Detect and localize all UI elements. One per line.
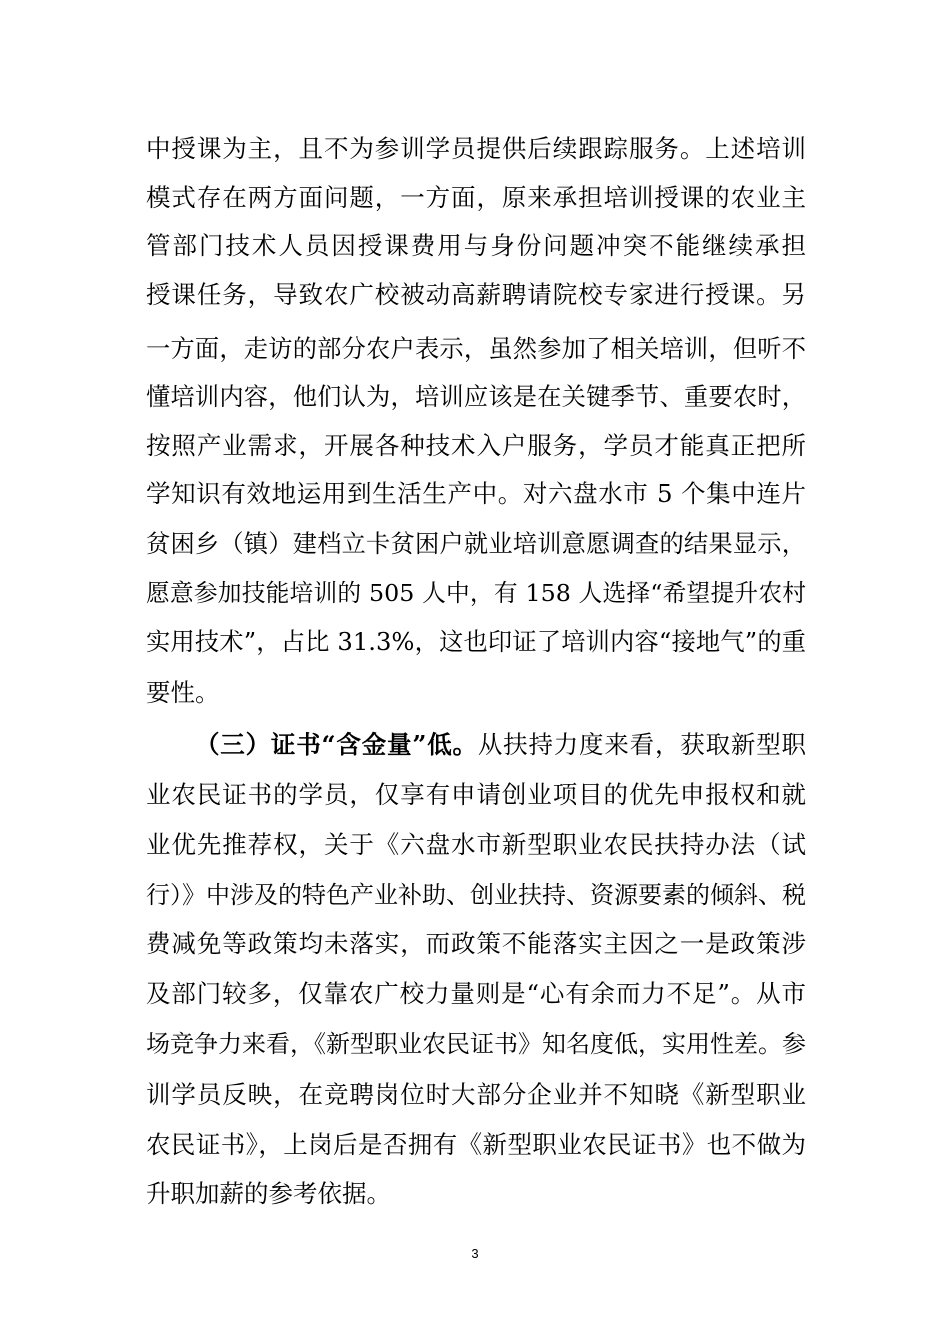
text-line: 行）》中涉及的特色产业补助、创业扶持、资源要素的倾斜、税: [146, 881, 806, 909]
text-line: 学知识有效地运用到生活生产中。对六盘水市 5 个集中连片: [146, 479, 806, 508]
text-line: 业农民证书的学员，仅享有申请创业项目的优先申报权和就: [146, 780, 806, 809]
text-line: 授课任务，导致农广校被动高薪聘请院校专家进行授课。另: [146, 280, 806, 309]
text-line: 训学员反映，在竞聘岗位时大部分企业并不知晓《新型职业: [146, 1080, 806, 1109]
heading-line-text: 从扶持力度来看，获取新型职: [477, 730, 806, 759]
text-line: 懂培训内容，他们认为，培训应该是在关键季节、重要农时，: [146, 382, 806, 411]
text-line: 模式存在两方面问题，一方面，原来承担培训授课的农业主: [146, 183, 806, 212]
page-number: 3: [471, 1246, 479, 1261]
text-line: 升职加薪的参考依据。: [146, 1179, 391, 1208]
text-line: 业优先推荐权，关于《六盘水市新型职业农民扶持办法（试: [146, 830, 806, 859]
section-heading: （三）证书“含金量”低。: [195, 730, 478, 759]
text-line: 中授课为主，且不为参训学员提供后续跟踪服务。上述培训: [146, 134, 806, 163]
text-line: 农民证书》，上岗后是否拥有《新型职业农民证书》也不做为: [146, 1130, 806, 1159]
text-line: 费减免等政策均未落实，而政策不能落实主因之一是政策涉: [146, 929, 806, 958]
text-line: 贫困乡（镇）建档立卡贫困户就业培训意愿调查的结果显示，: [146, 529, 806, 558]
text-line: 一方面，走访的部分农户表示，虽然参加了相关培训，但听不: [146, 334, 806, 363]
text-line: 愿意参加技能培训的 505 人中，有 158 人选择“希望提升农村: [146, 579, 806, 607]
text-line: 要性。: [146, 678, 220, 707]
text-line: 实用技术”，占比 31.3%，这也印证了培训内容“接地气”的重: [146, 627, 806, 656]
text-line: 管部门技术人员因授课费用与身份问题冲突不能继续承担: [146, 231, 806, 260]
heading-line: [195, 730, 806, 760]
text-line: 场竞争力来看，《新型职业农民证书》知名度低，实用性差。参: [146, 1030, 806, 1058]
text-line: 及部门较多，仅靠农广校力量则是“心有余而力不足”。从市: [146, 979, 806, 1008]
text-line: 按照产业需求，开展各种技术入户服务，学员才能真正把所: [146, 431, 806, 460]
